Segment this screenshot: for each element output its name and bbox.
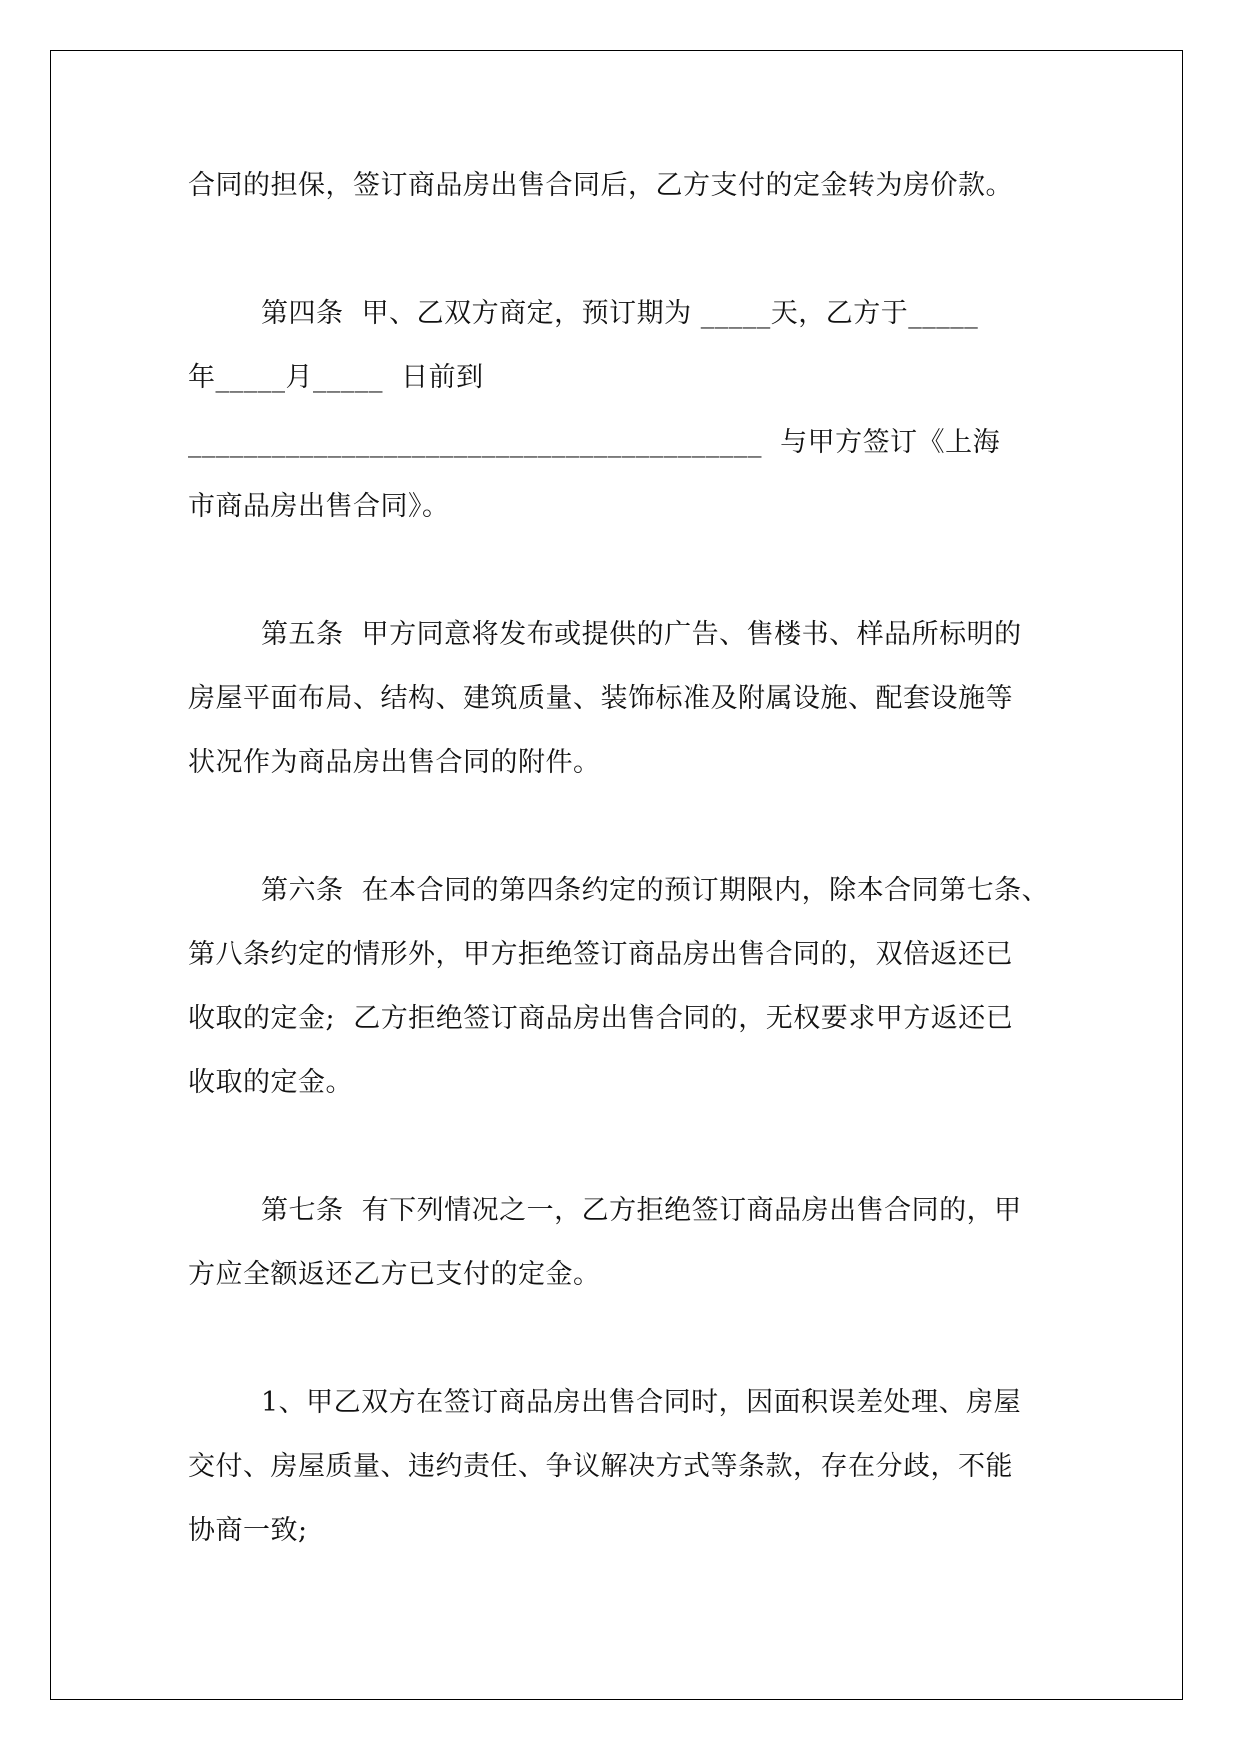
text-line: 交付、房屋质量、违约责任、争议解决方式等条款，存在分歧，不能 bbox=[188, 1451, 1013, 1482]
article-4-heading-line: 第四条 甲、乙双方商定，预订期为 _____天，乙方于_____ bbox=[261, 298, 979, 329]
clause-1-heading-line: 1、甲乙双方在签订商品房出售合同时，因面积误差处理、房屋 bbox=[261, 1387, 1022, 1418]
text-line: 房屋平面布局、结构、建筑质量、装饰标准及附属设施、配套设施等 bbox=[188, 683, 1013, 714]
article-5-heading-line: 第五条 甲方同意将发布或提供的广告、售楼书、样品所标明的 bbox=[261, 619, 1022, 650]
article-7-heading-line: 第七条 有下列情况之一，乙方拒绝签订商品房出售合同的，甲 bbox=[261, 1195, 1022, 1226]
text-line: 收取的定金。 bbox=[188, 1067, 353, 1098]
text-line: 市商品房出售合同》。 bbox=[188, 491, 450, 522]
text-line: 方应全额返还乙方已支付的定金。 bbox=[188, 1259, 601, 1290]
article-6-heading-line: 第六条 在本合同的第四条约定的预订期限内，除本合同第七条、 bbox=[261, 875, 1050, 906]
text-line: 收取的定金; 乙方拒绝签订商品房出售合同的，无权要求甲方返还已 bbox=[188, 1003, 1014, 1034]
text-line: 年_____月_____ 日前到 bbox=[188, 362, 484, 393]
text-line: 协商一致; bbox=[188, 1515, 308, 1546]
text-line: 第八条约定的情形外，甲方拒绝签订商品房出售合同的，双倍返还已 bbox=[188, 939, 1013, 970]
text-line: 合同的担保，签订商品房出售合同后，乙方支付的定金转为房价款。 bbox=[188, 170, 1013, 201]
text-line: _________________________________________ 与甲方签订《上海 bbox=[188, 427, 1001, 458]
text-line: 状况作为商品房出售合同的附件。 bbox=[188, 747, 601, 778]
